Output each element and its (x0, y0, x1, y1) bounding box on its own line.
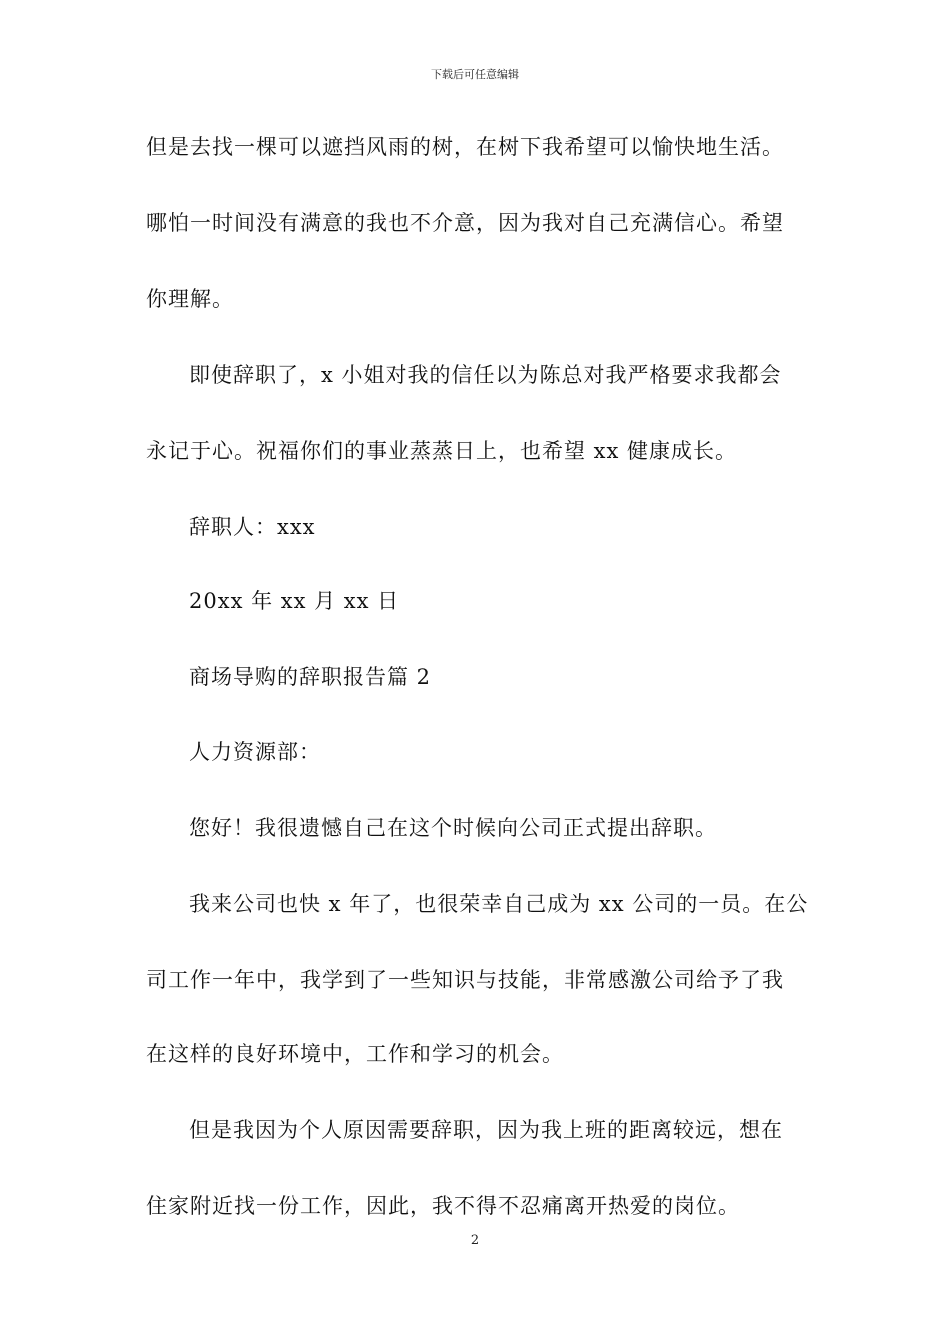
paragraph-line: 在这样的良好环境中，工作和学习的机会。 (146, 1042, 564, 1066)
section-title: 商场导购的辞职报告篇 2 (189, 665, 432, 689)
date-line: 20xx 年 xx 月 xx 日 (189, 589, 400, 613)
paragraph-line: 您好！我很遗憾自己在这个时候向公司正式提出辞职。 (189, 816, 717, 840)
paragraph-line: 我来公司也快 x 年了，也很荣幸自己成为 xx 公司的一员。在公 (189, 892, 809, 916)
paragraph-line: 你理解。 (146, 287, 234, 311)
paragraph-line: 司工作一年中，我学到了一些知识与技能，非常感激公司给予了我 (146, 968, 784, 992)
page-number: 2 (470, 1233, 480, 1248)
paragraph-line: 永记于心。祝福你们的事业蒸蒸日上，也希望 xx 健康成长。 (146, 439, 738, 463)
paragraph-line: 住家附近找一份工作，因此，我不得不忍痛离开热爱的岗位。 (146, 1194, 740, 1218)
paragraph-line: 即使辞职了，x 小姐对我的信任以为陈总对我严格要求我都会 (189, 363, 782, 387)
salutation-line: 人力资源部： (189, 740, 321, 764)
paragraph-line: 但是去找一棵可以遮挡风雨的树，在树下我希望可以愉快地生活。 (146, 135, 784, 159)
signature-line: 辞职人：xxx (189, 515, 316, 539)
paragraph-line: 哪怕一时间没有满意的我也不介意，因为我对自己充满信心。希望 (146, 211, 784, 235)
paragraph-line: 但是我因为个人原因需要辞职，因为我上班的距离较远，想在 (189, 1118, 783, 1142)
page-header: 下载后可任意编辑 (431, 68, 519, 81)
